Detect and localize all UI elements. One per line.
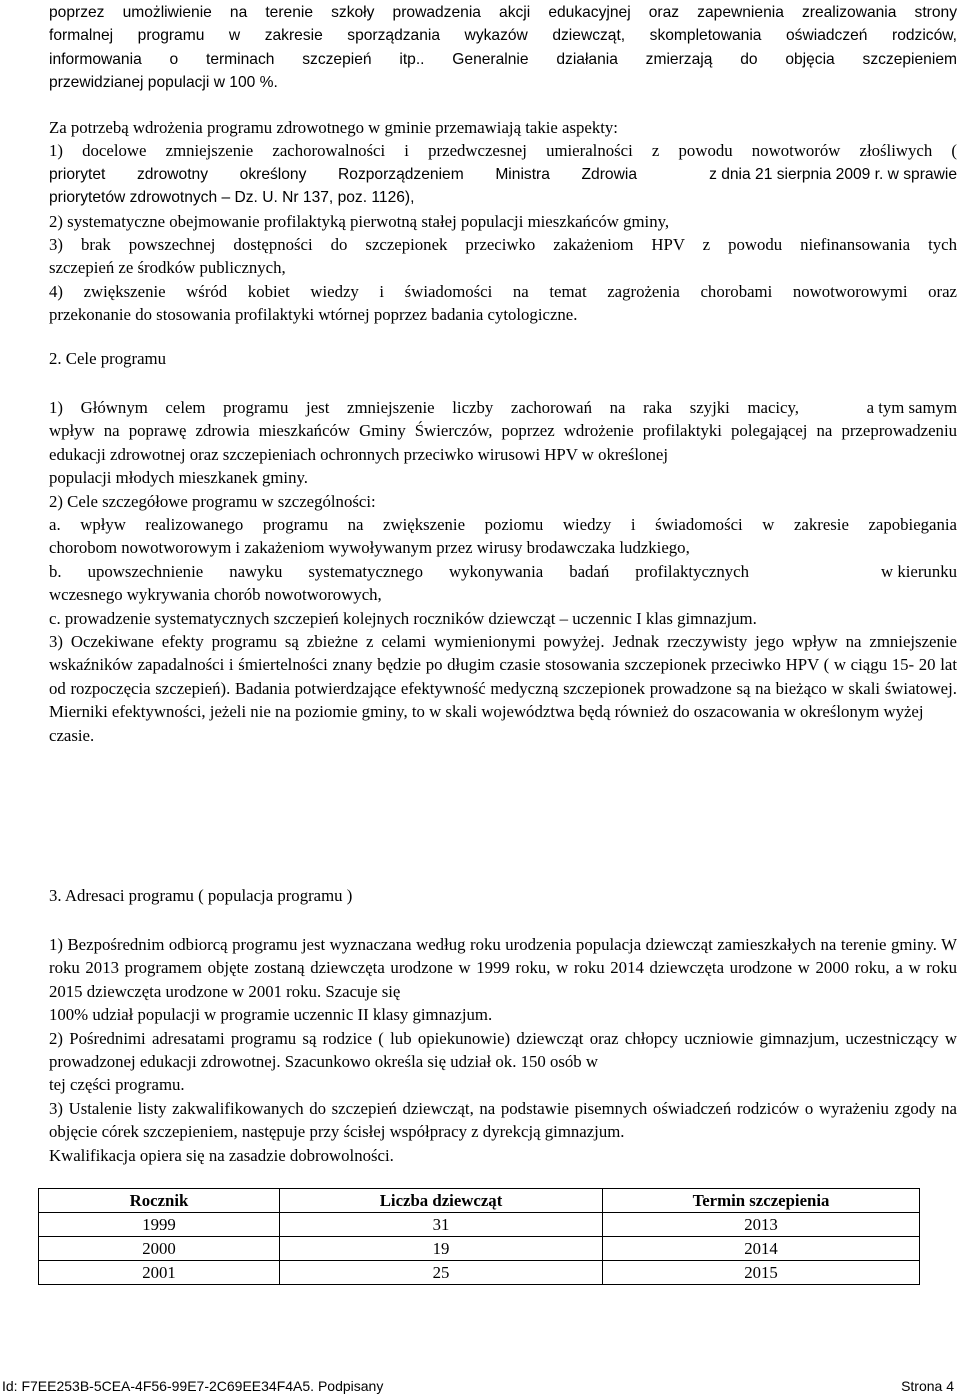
addressees-indirect-last: tej części programu.: [49, 1075, 185, 1095]
aspect-item-1: 1) docelowe zmniejszenie zachorowalności i przedwczesnej umieralności z powodu nowotworów złośliwych (: [49, 141, 957, 161]
aspect-item-4-cont: przekonanie do stosowania profilaktyki wtórnej poprzez badania cytologiczne.: [49, 305, 578, 325]
section-2-body: [49, 396, 957, 747]
qualification: 3) Ustalenie listy zakwalifikowanych do szczepień dziewcząt, na podstawie pisemnych oświadczeń rodziców o wyrażeniu zgody na objęcie córek szczepieniem, następuje przy ścisłej współpracy z dyrekcją gimnazjum.: [49, 1098, 957, 1142]
column-header: Liczba dziewcząt: [280, 1189, 603, 1213]
addressees-indirect: 2) Pośrednimi adresatami programu są rodzice ( lub opiekunowie) dziewcząt oraz chłopcy uczniowie gimnazjum, uczestniczący w prowadzonej edukacji zdrowotnej. Szacunkowo określa się udział ok. 150 osób w: [49, 1028, 957, 1072]
page-number: Strona 4: [901, 1378, 954, 1394]
document-id: Id: F7EE253B-5CEA-4F56-99E7-2C69EE34F4A5. Podpisany: [2, 1378, 384, 1394]
aspect-item-3-cont: szczepień ze środków publicznych,: [49, 258, 286, 278]
goal-a: a. wpływ realizowanego programu na zwiększenie poziomu wiedzy i świadomości w zakresie zapobiegania: [49, 515, 957, 535]
aspects-heading: Za potrzebą wdrożenia programu zdrowotnego w gminie przemawiają takie aspekty:: [49, 118, 618, 137]
table-cell: 1999: [39, 1213, 280, 1237]
goal-main-line: [49, 396, 957, 419]
aspects-block: [49, 116, 957, 327]
section-3-body: [49, 933, 957, 1167]
goals-detail-heading: 2) Cele szczegółowe programu w szczególności:: [49, 491, 376, 511]
column-header: Termin szczepienia: [603, 1189, 920, 1213]
goal-text: 1) Głównym celem programu jest zmniejszenie liczby zachorowań na raka szyjki macicy,: [49, 398, 799, 417]
aspect-item-1-cont: priorytetów zdrowotnych – Dz. U. Nr 137, poz. 1126),: [49, 189, 415, 207]
goal-b: [49, 560, 957, 583]
addressees-direct: 1) Bezpośrednim odbiorcą programu jest wyznaczana według roku urodzenia populacja dziewcząt zamieszkałych na terenie gminy. W roku 2013 programem objęte zostaną dziewczęta urodzone w 1999 roku, w roku 2014 dziewczęta urodzone w 2000 roku, a w roku 2015 dziewczęta urodzone w 2001 roku. Szacuje się: [49, 935, 957, 1001]
table-row: [39, 1237, 920, 1261]
table-cell: 25: [280, 1261, 603, 1285]
intro-line: przewidzianej populacji w 100 %.: [49, 74, 278, 92]
section-2-title: 2. Cele programu: [49, 349, 166, 368]
intro-paragraph: [49, 1, 957, 95]
aspect-item-1-cont: [49, 163, 957, 186]
goal-text: a tym samym: [866, 398, 957, 417]
expected-effects: 3) Oczekiwane efekty programu są zbieżne z celami wymienionymi powyżej. Jednak rzeczywisty jego wpływ na zmniejszenie wskaźników zapadalności i śmiertelności znany będzie po długim czasie stosowania szczepionek przeciwko HPV ( w ciągu 15- 20 lat od rozpoczęcia szczepień). Badania potwierdzające efektywność medyczną szczepionek prowadzone są na bieżąco w skali światowej. Mierniki efektywności, jeżeli nie na poziomie gminy, to w skali województwa będą również do oszacowania w określonym wyżej: [49, 632, 957, 722]
addressees-direct-last: 100% udział populacji w programie uczennic II klasy gimnazjum.: [49, 1005, 493, 1025]
aspect-item-2: 2) systematyczne obejmowanie profilaktyką pierwotną stałej populacji mieszkańców gminy,: [49, 211, 670, 231]
goal-b-cont: wczesnego wykrywania chorób nowotworowych,: [49, 585, 382, 605]
aspect-text: priorytet zdrowotny określony Rozporządzeniem Ministra Zdrowia: [49, 165, 637, 183]
table-cell: 2001: [39, 1261, 280, 1285]
intro-line: formalnej programu w zakresie sporządzania wykazów dziewcząt, skompletowania oświadczeń rodziców,: [49, 27, 957, 45]
page-footer: [0, 1377, 960, 1395]
aspect-text: z dnia 21 sierpnia 2009 r. w sprawie: [709, 165, 957, 183]
intro-line: informowania o terminach szczepień itp.. Generalnie działania zmierzają do objęcia szczepieniem: [49, 50, 957, 68]
table-cell: 31: [280, 1213, 603, 1237]
intro-line: poprzez umożliwienie na terenie szkoły prowadzenia akcji edukacyjnej oraz zapewnienia zrealizowania strony: [49, 4, 957, 21]
aspect-item-4: 4) zwiększenie wśród kobiet wiedzy i świadomości na temat zagrożenia chorobami nowotworowymi oraz: [49, 281, 957, 301]
goal-main: wpływ na poprawę zdrowia mieszkańców Gminy Świerczów, poprzez wdrożenie profilaktyki polegającej na przeprowadzeniu edukacji zdrowotnej oraz szczepieniach ochronnych przeciwko wirusowi HPV w określonej: [49, 421, 957, 464]
goal-text: b. upowszechnienie nawyku systematycznego wykonywania badań profilaktycznych: [49, 561, 749, 581]
column-header: Rocznik: [39, 1189, 280, 1213]
table-cell: 2015: [603, 1261, 920, 1285]
vaccination-table: [38, 1188, 920, 1285]
table-header-row: [39, 1189, 920, 1213]
table-row: [39, 1261, 920, 1285]
section-3-title: 3. Adresaci programu ( populacja programu ): [49, 886, 353, 905]
goal-c: c. prowadzenie systematycznych szczepień kolejnych roczników dziewcząt – uczennic I klas gimnazjum.: [49, 608, 757, 628]
table-cell: 19: [280, 1237, 603, 1261]
table-row: [39, 1213, 920, 1237]
table-cell: 2013: [603, 1213, 920, 1237]
goal-a-cont: chorobom nowotworowym i zakażeniom wywoływanym przez wirusy brodawczaka ludzkiego,: [49, 538, 690, 558]
goal-main-last: populacji młodych mieszkanek gminy.: [49, 468, 308, 488]
aspect-item-3: 3) brak powszechnej dostępności do szczepionek przeciwko zakażeniom HPV z powodu niefinansowania tych: [49, 235, 957, 255]
expected-effects-last: czasie.: [49, 725, 95, 745]
table-cell: 2014: [603, 1237, 920, 1261]
table-cell: 2000: [39, 1237, 280, 1261]
qualification-last: Kwalifikacja opiera się na zasadzie dobrowolności.: [49, 1145, 394, 1165]
goal-text: w kierunku: [881, 561, 957, 581]
